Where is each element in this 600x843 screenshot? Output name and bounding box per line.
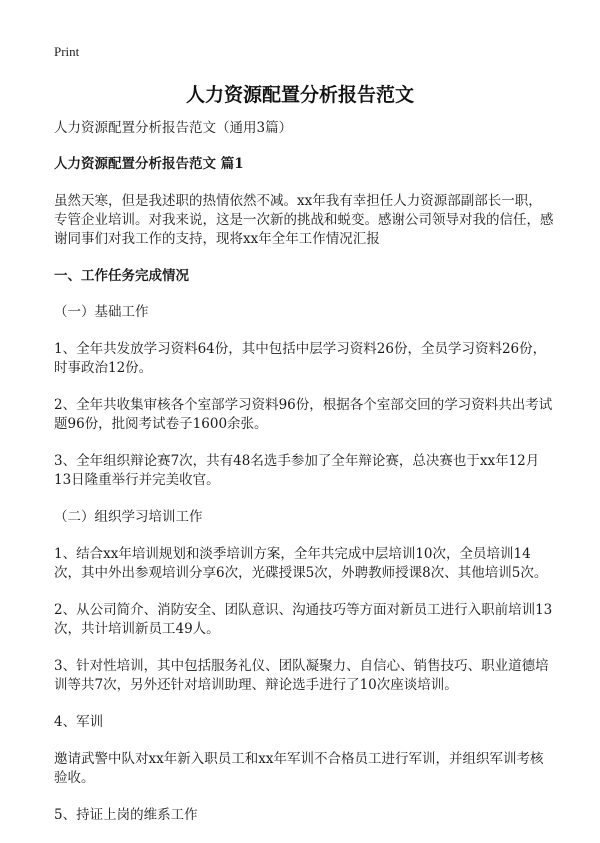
section-title: 人力资源配置分析报告范文 篇1 [54,156,244,172]
subheading-training-work: （二）组织学习培训工作 [54,509,203,525]
print-link[interactable]: Print [54,44,80,59]
paragraph-certification: 5、持证上岗的维系工作 [54,807,198,823]
subheading-basic-work: （一）基础工作 [54,304,149,320]
heading-work-completion: 一、工作任务完成情况 [54,268,189,284]
paragraph-item-3: 3、全年组织辩论赛7次，共有48名选手参加了全年辩论赛，总决赛也于xx年12月13日隆重举行并完美收官。 [54,453,540,488]
paragraph-item-1: 1、全年共发放学习资料64份，其中包括中层学习资料26份，全员学习资料26份，时事政治12份。 [54,341,547,376]
paragraph-military-heading: 4、军训 [54,714,104,730]
paragraph-military-body: 邀请武警中队对xx年新入职员工和xx年军训不合格员工进行军训，并组织军训考核验收。 [54,751,544,786]
paragraph-training-2: 2、从公司简介、消防安全、团队意识、沟通技巧等方面对新员工进行入职前培训13次，共计培训新员工49人。 [54,602,553,637]
document-body [54,119,554,843]
document-subtitle: 人力资源配置分析报告范文（通用3篇） [54,120,293,136]
document-title: 人力资源配置分析报告范文 [185,84,414,106]
intro-paragraph: 虽然天寒，但是我述职的热情依然不减。xx年我有幸担任人力资源部副部长一职，专管企业培训。对我来说，这是一次新的挑战和蜕变。感谢公司领导对我的信任，感谢同事们对我工作的支持，现将xx年全年工作情况汇报 [54,193,554,247]
paragraph-training-1: 1、结合xx年培训规划和淡季培训方案，全年共完成中层培训10次，全员培训14次，其中外出参观培训分享6次，光碟授课5次，外聘教师授课8次、其他培训5次。 [54,546,548,581]
paragraph-item-2: 2、全年共收集审核各个室部学习资料96份，根据各个室部交回的学习资料共出考试题96份，批阅考试卷子1600余张。 [54,397,553,432]
paragraph-training-3: 3、针对性培训，其中包括服务礼仪、团队凝聚力、自信心、销售技巧、职业道德培训等共7次，另外还针对培训助理、辩论选手进行了10次座谈培训。 [54,658,549,693]
